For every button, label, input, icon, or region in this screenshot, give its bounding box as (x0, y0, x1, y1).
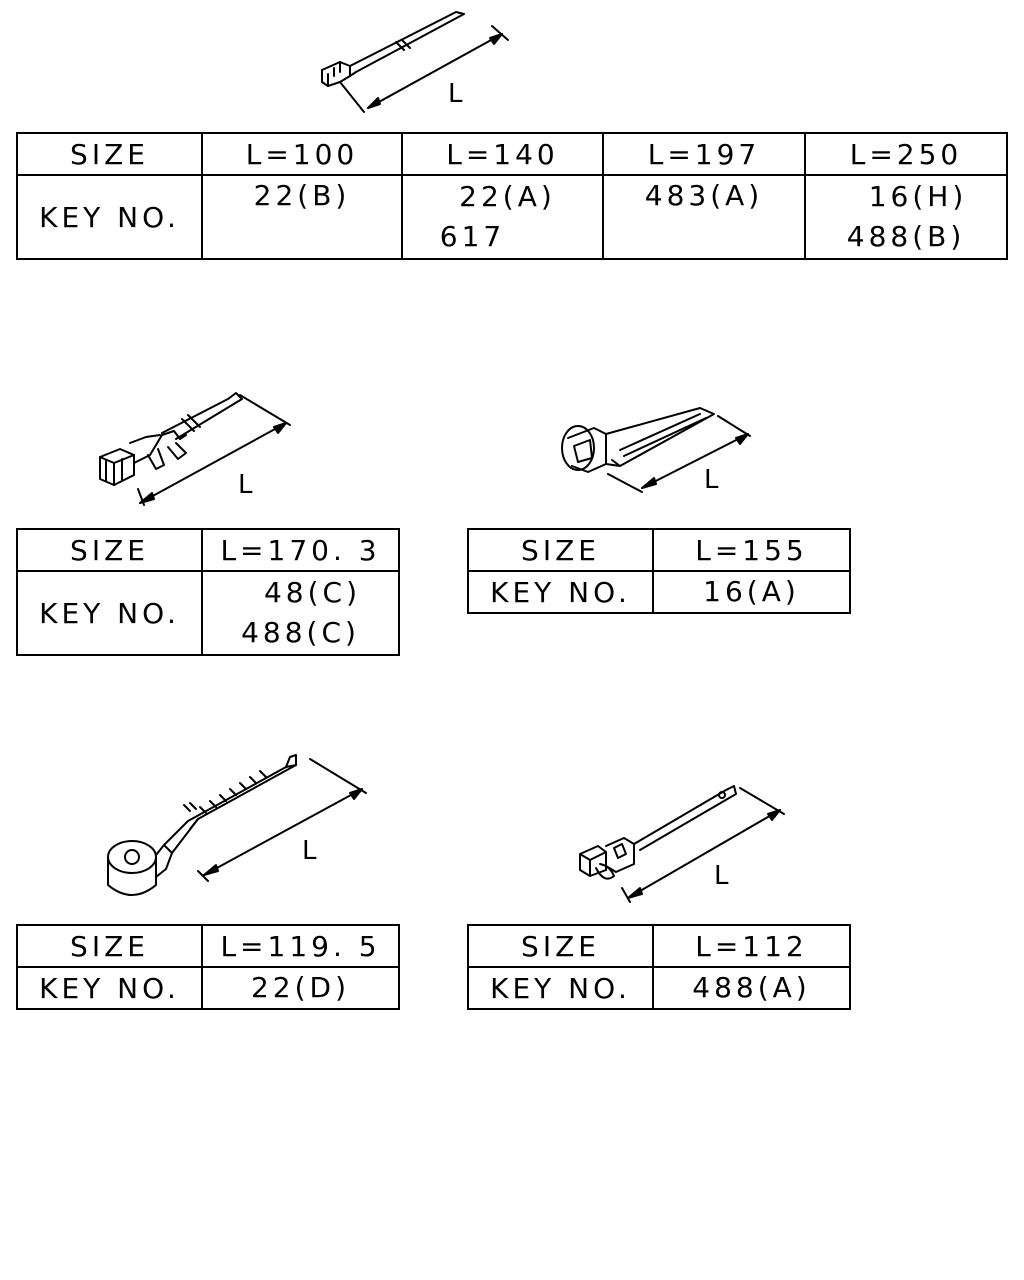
dimension-label-3: L (704, 465, 719, 495)
cable-tie-drawing-1 (300, 0, 540, 125)
cable-tie-drawing-2 (90, 385, 310, 515)
key-number: 16(A) (703, 575, 800, 608)
size-value: L=197 (603, 133, 805, 175)
size-value: L=250 (805, 133, 1007, 175)
size-value: L=170. 3 (202, 529, 399, 571)
key-number: 617 (439, 220, 506, 253)
dimension-label-4: L (302, 836, 317, 866)
key-no-header: KEY NO. (468, 571, 653, 613)
size-value: L=119. 5 (202, 925, 399, 967)
key-number: 48(C) (263, 576, 362, 609)
spec-table-2 (16, 528, 400, 656)
key-no-header: KEY NO. (468, 967, 653, 1009)
key-number: 22(D) (250, 971, 351, 1004)
size-value: L=100 (202, 133, 402, 175)
cable-tie-drawing-3 (550, 400, 770, 500)
key-cell (202, 175, 402, 259)
spec-table-3 (467, 528, 851, 614)
cable-tie-drawing-4 (100, 745, 380, 910)
key-no-header: KEY NO. (17, 967, 202, 1009)
key-number: 22(B) (253, 179, 351, 212)
size-value: L=112 (653, 925, 850, 967)
key-cell (603, 175, 805, 259)
size-header: SIZE (17, 925, 202, 967)
key-cell (653, 967, 850, 1009)
key-number: 16(H) (868, 180, 968, 213)
key-number: 488(A) (692, 971, 811, 1004)
key-cell (202, 571, 399, 655)
cable-tie-drawing-5 (570, 780, 800, 910)
size-header: SIZE (468, 529, 653, 571)
key-no-header: KEY NO. (17, 175, 202, 259)
key-no-header: KEY NO. (17, 571, 202, 655)
dimension-label-2: L (238, 470, 253, 500)
size-value: L=140 (402, 133, 603, 175)
key-number: 488(B) (846, 220, 966, 253)
key-cell (805, 175, 1007, 259)
key-cell (202, 967, 399, 1009)
key-number: 488(C) (241, 616, 360, 649)
size-header: SIZE (468, 925, 653, 967)
dimension-label-1: L (448, 79, 463, 109)
spec-table-4 (16, 924, 400, 1010)
key-number: 483(A) (644, 179, 764, 212)
size-header: SIZE (17, 133, 202, 175)
key-cell (402, 175, 603, 259)
spec-table-5 (467, 924, 851, 1010)
size-header: SIZE (17, 529, 202, 571)
dimension-label-5: L (714, 861, 729, 891)
size-value: L=155 (653, 529, 850, 571)
spec-table-1 (16, 132, 1008, 260)
key-cell (653, 571, 850, 613)
key-number: 22(A) (459, 180, 556, 213)
